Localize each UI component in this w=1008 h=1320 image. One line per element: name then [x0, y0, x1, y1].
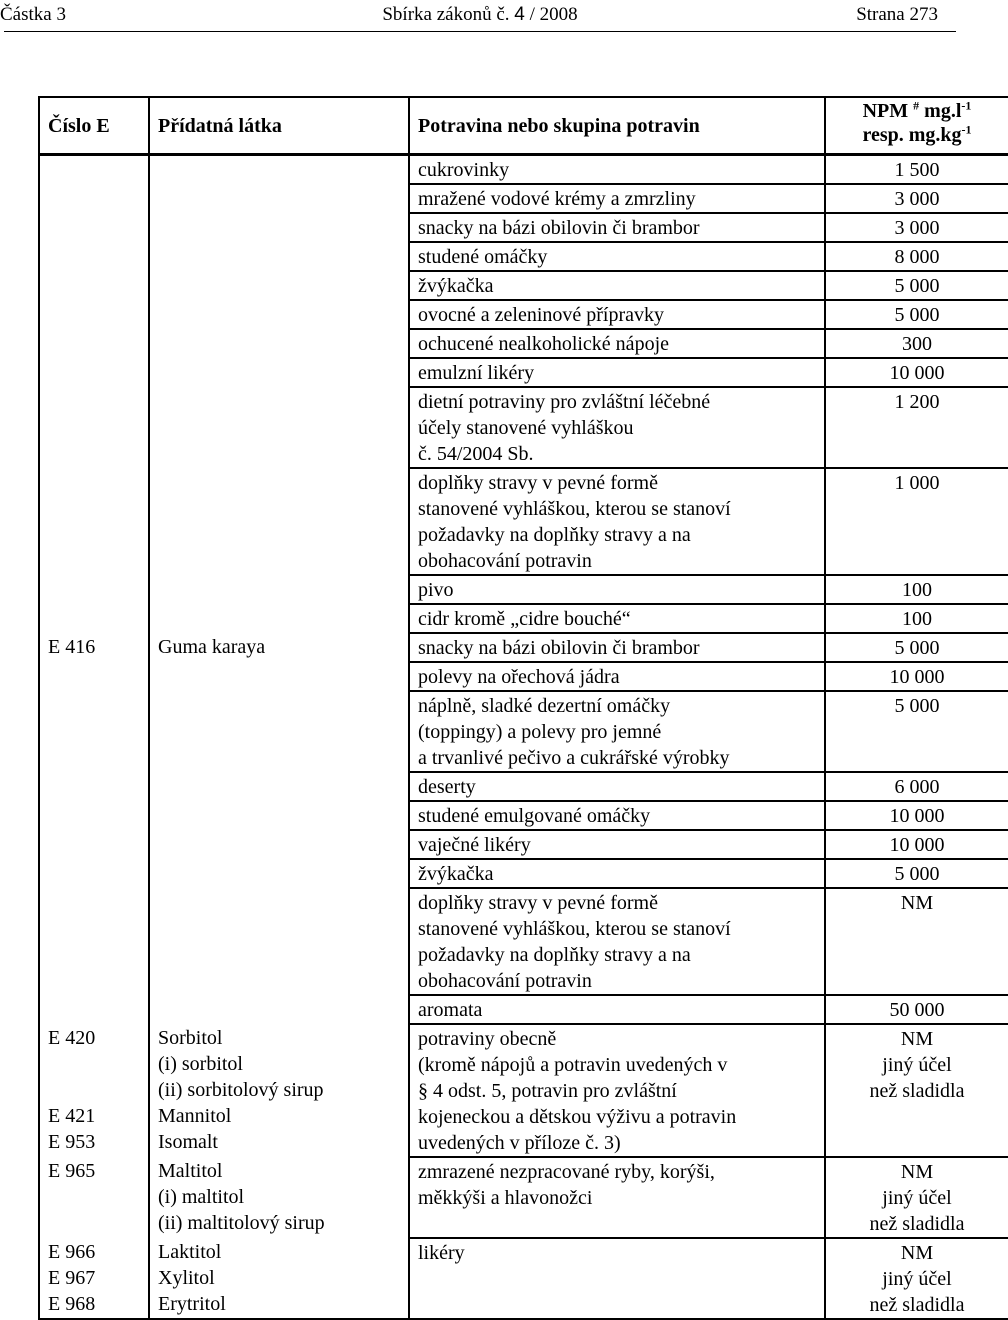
npm-value-cell	[825, 358, 1008, 387]
header-collection-number: 4	[514, 4, 525, 25]
food-group-cell-line: požadavky na doplňky stravy a na	[418, 524, 691, 546]
table-row	[39, 242, 1008, 271]
npm-value-cell-line: 6 000	[894, 776, 940, 798]
table-row	[39, 1024, 1008, 1157]
e-number-cell	[39, 184, 149, 213]
npm-value-cell-line: 100	[902, 579, 932, 601]
npm-value-cell	[825, 300, 1008, 329]
food-group-cell	[409, 358, 825, 387]
npm-value-cell-line: 1 500	[894, 159, 940, 181]
npm-value-cell-line: NM	[900, 892, 934, 914]
e-number-cell	[39, 358, 149, 387]
food-group-cell	[409, 575, 825, 604]
food-group-cell-line: pivo	[418, 579, 454, 601]
header-rule	[4, 31, 956, 32]
col-header-npm	[825, 97, 1008, 155]
additives-table	[38, 96, 1008, 1320]
e-number-cell	[39, 691, 149, 772]
additive-cell	[149, 772, 409, 801]
e-number-cell	[39, 633, 149, 662]
npm-value-cell	[825, 329, 1008, 358]
col-header-cislo: Číslo E	[39, 97, 149, 155]
food-group-cell-line: (kromě nápojů a potravin uvedených v	[418, 1054, 728, 1076]
e-number-cell	[39, 242, 149, 271]
food-group-cell-line: studené emulgované omáčky	[418, 805, 651, 827]
npm-value-cell-line: než sladidla	[869, 1080, 965, 1102]
additive-cell-line: (i) sorbitol	[158, 1053, 243, 1075]
e-number-cell	[39, 662, 149, 691]
npm-value-cell-line: 1 200	[894, 391, 940, 413]
npm-value-cell	[825, 213, 1008, 242]
table-row	[39, 888, 1008, 995]
npm-value-cell	[825, 662, 1008, 691]
additive-cell	[149, 633, 409, 662]
food-group-cell	[409, 155, 825, 185]
e-number-cell	[39, 213, 149, 242]
table-row	[39, 358, 1008, 387]
e-number-cell	[39, 155, 149, 185]
e-number-cell	[39, 1238, 149, 1319]
food-group-cell	[409, 604, 825, 633]
npm-value-cell	[825, 772, 1008, 801]
additive-cell	[149, 1157, 409, 1238]
npm-value-cell-line: 3 000	[894, 188, 940, 210]
e-number-cell	[39, 271, 149, 300]
npm-value-cell-line: 5 000	[894, 695, 940, 717]
npm-value-cell-line: 10 000	[889, 362, 945, 384]
e-number-cell	[39, 575, 149, 604]
table-row	[39, 801, 1008, 830]
additive-cell-line: Xylitol	[158, 1267, 215, 1289]
additive-cell	[149, 1024, 409, 1157]
food-group-cell	[409, 300, 825, 329]
food-group-cell-line: žvýkačka	[418, 275, 494, 297]
additive-cell	[149, 387, 409, 468]
e-number-cell-line	[48, 1051, 140, 1077]
e-number-cell	[39, 830, 149, 859]
npm-value-cell-line: jiný účel	[882, 1187, 952, 1209]
header-collection-prefix: Sbírka zákonů č.	[382, 4, 510, 25]
additive-cell	[149, 691, 409, 772]
table-row	[39, 830, 1008, 859]
additive-cell	[149, 184, 409, 213]
e-number-cell	[39, 329, 149, 358]
npm-value-cell-line: jiný účel	[882, 1054, 952, 1076]
table-row	[39, 575, 1008, 604]
additive-cell	[149, 575, 409, 604]
additive-cell	[149, 271, 409, 300]
table-row	[39, 633, 1008, 662]
food-group-cell	[409, 888, 825, 995]
col-header-potravina: Potravina nebo skupina potravin	[409, 97, 825, 155]
npm-value-cell-line: NM	[900, 1242, 934, 1264]
additive-cell	[149, 888, 409, 995]
npm-value-cell	[825, 604, 1008, 633]
npm-value-cell	[825, 387, 1008, 468]
npm-value-cell	[825, 888, 1008, 995]
food-group-cell-line: doplňky stravy v pevné formě	[418, 472, 658, 494]
additive-cell	[149, 604, 409, 633]
food-group-cell	[409, 1238, 825, 1319]
food-group-cell	[409, 184, 825, 213]
additive-cell-line: Isomalt	[158, 1131, 218, 1153]
e-number-cell	[39, 468, 149, 575]
npm-unit-kg: resp. mg.kg	[862, 124, 962, 146]
e-number-cell-line: E 953	[48, 1131, 96, 1153]
npm-value-cell-line: jiný účel	[882, 1268, 952, 1290]
additive-cell	[149, 801, 409, 830]
additive-cell	[149, 995, 409, 1024]
food-group-cell	[409, 859, 825, 888]
e-number-cell-line: E 967	[48, 1267, 96, 1289]
additive-cell	[149, 358, 409, 387]
npm-value-cell-line: 3 000	[894, 217, 940, 239]
table-row	[39, 387, 1008, 468]
npm-value-cell-line: 10 000	[889, 805, 945, 827]
additive-cell-line: (ii) maltitolový sirup	[158, 1212, 325, 1234]
food-group-cell-line: obohacování potravin	[418, 970, 592, 992]
npm-value-cell	[825, 995, 1008, 1024]
food-group-cell-line: snacky na bázi obilovin či brambor	[418, 217, 700, 239]
food-group-cell-line: stanovené vyhláškou, kterou se stanoví	[418, 498, 731, 520]
e-number-cell	[39, 1157, 149, 1238]
npm-value-cell	[825, 184, 1008, 213]
food-group-cell-line: a trvanlivé pečivo a cukrářské výrobky	[418, 747, 730, 769]
npm-value-cell-line: 300	[902, 333, 932, 355]
e-number-cell	[39, 1024, 149, 1157]
npm-value-cell-line: než sladidla	[869, 1294, 965, 1316]
food-group-cell	[409, 691, 825, 772]
food-group-cell-line: stanovené vyhláškou, kterou se stanoví	[418, 918, 731, 940]
additive-cell	[149, 155, 409, 185]
npm-value-cell	[825, 830, 1008, 859]
npm-value-cell-line: 1 000	[894, 472, 940, 494]
npm-label: NPM	[862, 100, 909, 122]
e-number-cell	[39, 888, 149, 995]
food-group-cell	[409, 468, 825, 575]
e-number-cell-line: E 420	[48, 1027, 96, 1049]
page-header	[0, 0, 960, 32]
food-group-cell-line: obohacování potravin	[418, 550, 592, 572]
food-group-cell-line: dietní potraviny pro zvláštní léčebné	[418, 391, 711, 413]
food-group-cell	[409, 1157, 825, 1238]
additive-cell	[149, 662, 409, 691]
additive-cell-line: Sorbitol	[158, 1027, 223, 1049]
table-row	[39, 772, 1008, 801]
food-group-cell-line: ochucené nealkoholické nápoje	[418, 333, 669, 355]
food-group-cell-line: kojeneckou a dětskou výživu a potravin	[418, 1106, 737, 1128]
additive-cell	[149, 300, 409, 329]
e-number-cell	[39, 604, 149, 633]
additive-cell-line: Maltitol	[158, 1160, 223, 1182]
food-group-cell-line: cukrovinky	[418, 159, 510, 181]
table-row	[39, 213, 1008, 242]
food-group-cell	[409, 271, 825, 300]
food-group-cell-line: ovocné a zeleninové přípravky	[418, 304, 665, 326]
e-number-cell	[39, 995, 149, 1024]
table-row	[39, 691, 1008, 772]
food-group-cell-line: snacky na bázi obilovin či brambor	[418, 637, 700, 659]
npm-value-cell	[825, 1238, 1008, 1319]
additive-cell	[149, 830, 409, 859]
npm-footnote-mark: #	[913, 98, 920, 113]
e-number-cell-line: E 966	[48, 1241, 96, 1263]
food-group-cell	[409, 772, 825, 801]
npm-value-cell	[825, 242, 1008, 271]
npm-value-cell	[825, 691, 1008, 772]
npm-value-cell	[825, 271, 1008, 300]
npm-value-cell-line: NM	[900, 1028, 934, 1050]
npm-unit-kg-exp: -1	[961, 122, 972, 137]
e-number-cell	[39, 859, 149, 888]
food-group-cell	[409, 242, 825, 271]
npm-unit-liter: mg.l	[924, 100, 962, 122]
table-row	[39, 995, 1008, 1024]
additive-cell	[149, 468, 409, 575]
col-header-latka: Přídatná látka	[149, 97, 409, 155]
table-header-row	[39, 97, 1008, 155]
food-group-cell	[409, 830, 825, 859]
additive-cell-line: (i) maltitol	[158, 1186, 245, 1208]
additive-cell	[149, 213, 409, 242]
table-row	[39, 184, 1008, 213]
table-row	[39, 468, 1008, 575]
food-group-cell	[409, 662, 825, 691]
food-group-cell-line: účely stanovené vyhláškou	[418, 417, 634, 439]
food-group-cell-line: polevy na ořechová jádra	[418, 666, 620, 688]
additive-cell-line: Laktitol	[158, 1241, 222, 1263]
e-number-cell-line: E 968	[48, 1293, 96, 1315]
food-group-cell	[409, 329, 825, 358]
npm-value-cell	[825, 1157, 1008, 1238]
table-row	[39, 300, 1008, 329]
additive-cell-line: Mannitol	[158, 1105, 232, 1127]
npm-value-cell-line: 10 000	[889, 834, 945, 856]
npm-value-cell	[825, 1024, 1008, 1157]
npm-value-cell-line: 5 000	[894, 275, 940, 297]
food-group-cell	[409, 633, 825, 662]
food-group-cell-line: (toppingy) a polevy pro jemné	[418, 721, 662, 743]
table-row	[39, 271, 1008, 300]
npm-value-cell-line: 10 000	[889, 666, 945, 688]
e-number-cell	[39, 772, 149, 801]
npm-value-cell-line: než sladidla	[869, 1213, 965, 1235]
food-group-cell-line: měkkýši a hlavonožci	[418, 1187, 593, 1209]
npm-value-cell	[825, 575, 1008, 604]
table-row	[39, 604, 1008, 633]
food-group-cell-line: § 4 odst. 5, potravin pro zvláštní	[418, 1080, 677, 1102]
food-group-cell-line: doplňky stravy v pevné formě	[418, 892, 658, 914]
food-group-cell-line: č. 54/2004 Sb.	[418, 443, 534, 465]
header-page-number: Strana 273	[856, 4, 938, 25]
e-number-cell	[39, 300, 149, 329]
header-part-label: Částka 3	[0, 4, 66, 25]
e-number-cell-line	[48, 1077, 140, 1103]
table-row	[39, 155, 1008, 185]
food-group-cell-line: zmrazené nezpracované ryby, korýši,	[418, 1161, 715, 1183]
table-row	[39, 662, 1008, 691]
header-collection-year: / 2008	[529, 4, 578, 25]
food-group-cell	[409, 213, 825, 242]
e-number-cell	[39, 801, 149, 830]
food-group-cell-line: potraviny obecně	[418, 1028, 557, 1050]
table-row	[39, 859, 1008, 888]
food-group-cell-line: cidr kromě „cidre bouché“	[418, 608, 631, 630]
food-group-cell-line: likéry	[418, 1242, 465, 1264]
npm-value-cell-line: 5 000	[894, 637, 940, 659]
table-row	[39, 329, 1008, 358]
npm-value-cell	[825, 801, 1008, 830]
npm-value-cell-line: 100	[902, 608, 932, 630]
food-group-cell	[409, 1024, 825, 1157]
e-number-cell	[39, 387, 149, 468]
food-group-cell-line: deserty	[418, 776, 476, 798]
e-number-cell-line: E 421	[48, 1105, 96, 1127]
npm-value-cell-line: 8 000	[894, 246, 940, 268]
npm-value-cell	[825, 633, 1008, 662]
table-row	[39, 1157, 1008, 1238]
food-group-cell	[409, 387, 825, 468]
food-group-cell-line: uvedených v příloze č. 3)	[418, 1132, 621, 1154]
food-group-cell	[409, 995, 825, 1024]
food-group-cell-line: požadavky na doplňky stravy a na	[418, 944, 691, 966]
e-number-cell-line: E 416	[48, 636, 96, 658]
additive-cell	[149, 859, 409, 888]
header-collection-title	[0, 4, 960, 26]
food-group-cell	[409, 801, 825, 830]
food-group-cell-line: vaječné likéry	[418, 834, 531, 856]
table-row	[39, 1238, 1008, 1319]
food-group-cell-line: žvýkačka	[418, 863, 494, 885]
npm-value-cell-line: 5 000	[894, 304, 940, 326]
additive-cell	[149, 1238, 409, 1319]
additive-cell	[149, 242, 409, 271]
npm-value-cell-line: NM	[900, 1161, 934, 1183]
food-group-cell-line: studené omáčky	[418, 246, 548, 268]
food-group-cell-line: aromata	[418, 999, 483, 1021]
npm-value-cell	[825, 468, 1008, 575]
additive-cell-line: Guma karaya	[158, 636, 266, 658]
e-number-cell-line: E 965	[48, 1160, 96, 1182]
npm-unit-liter-exp: -1	[961, 98, 972, 113]
npm-value-cell-line: 5 000	[894, 863, 940, 885]
food-group-cell-line: emulzní likéry	[418, 362, 535, 384]
additive-cell-line: Erytritol	[158, 1293, 226, 1315]
additive-cell	[149, 329, 409, 358]
npm-value-cell	[825, 155, 1008, 185]
food-group-cell-line: mražené vodové krémy a zmrzliny	[418, 188, 696, 210]
npm-value-cell-line: 50 000	[889, 999, 945, 1021]
npm-value-cell	[825, 859, 1008, 888]
food-group-cell-line: náplně, sladké dezertní omáčky	[418, 695, 671, 717]
additive-cell-line: (ii) sorbitolový sirup	[158, 1079, 324, 1101]
